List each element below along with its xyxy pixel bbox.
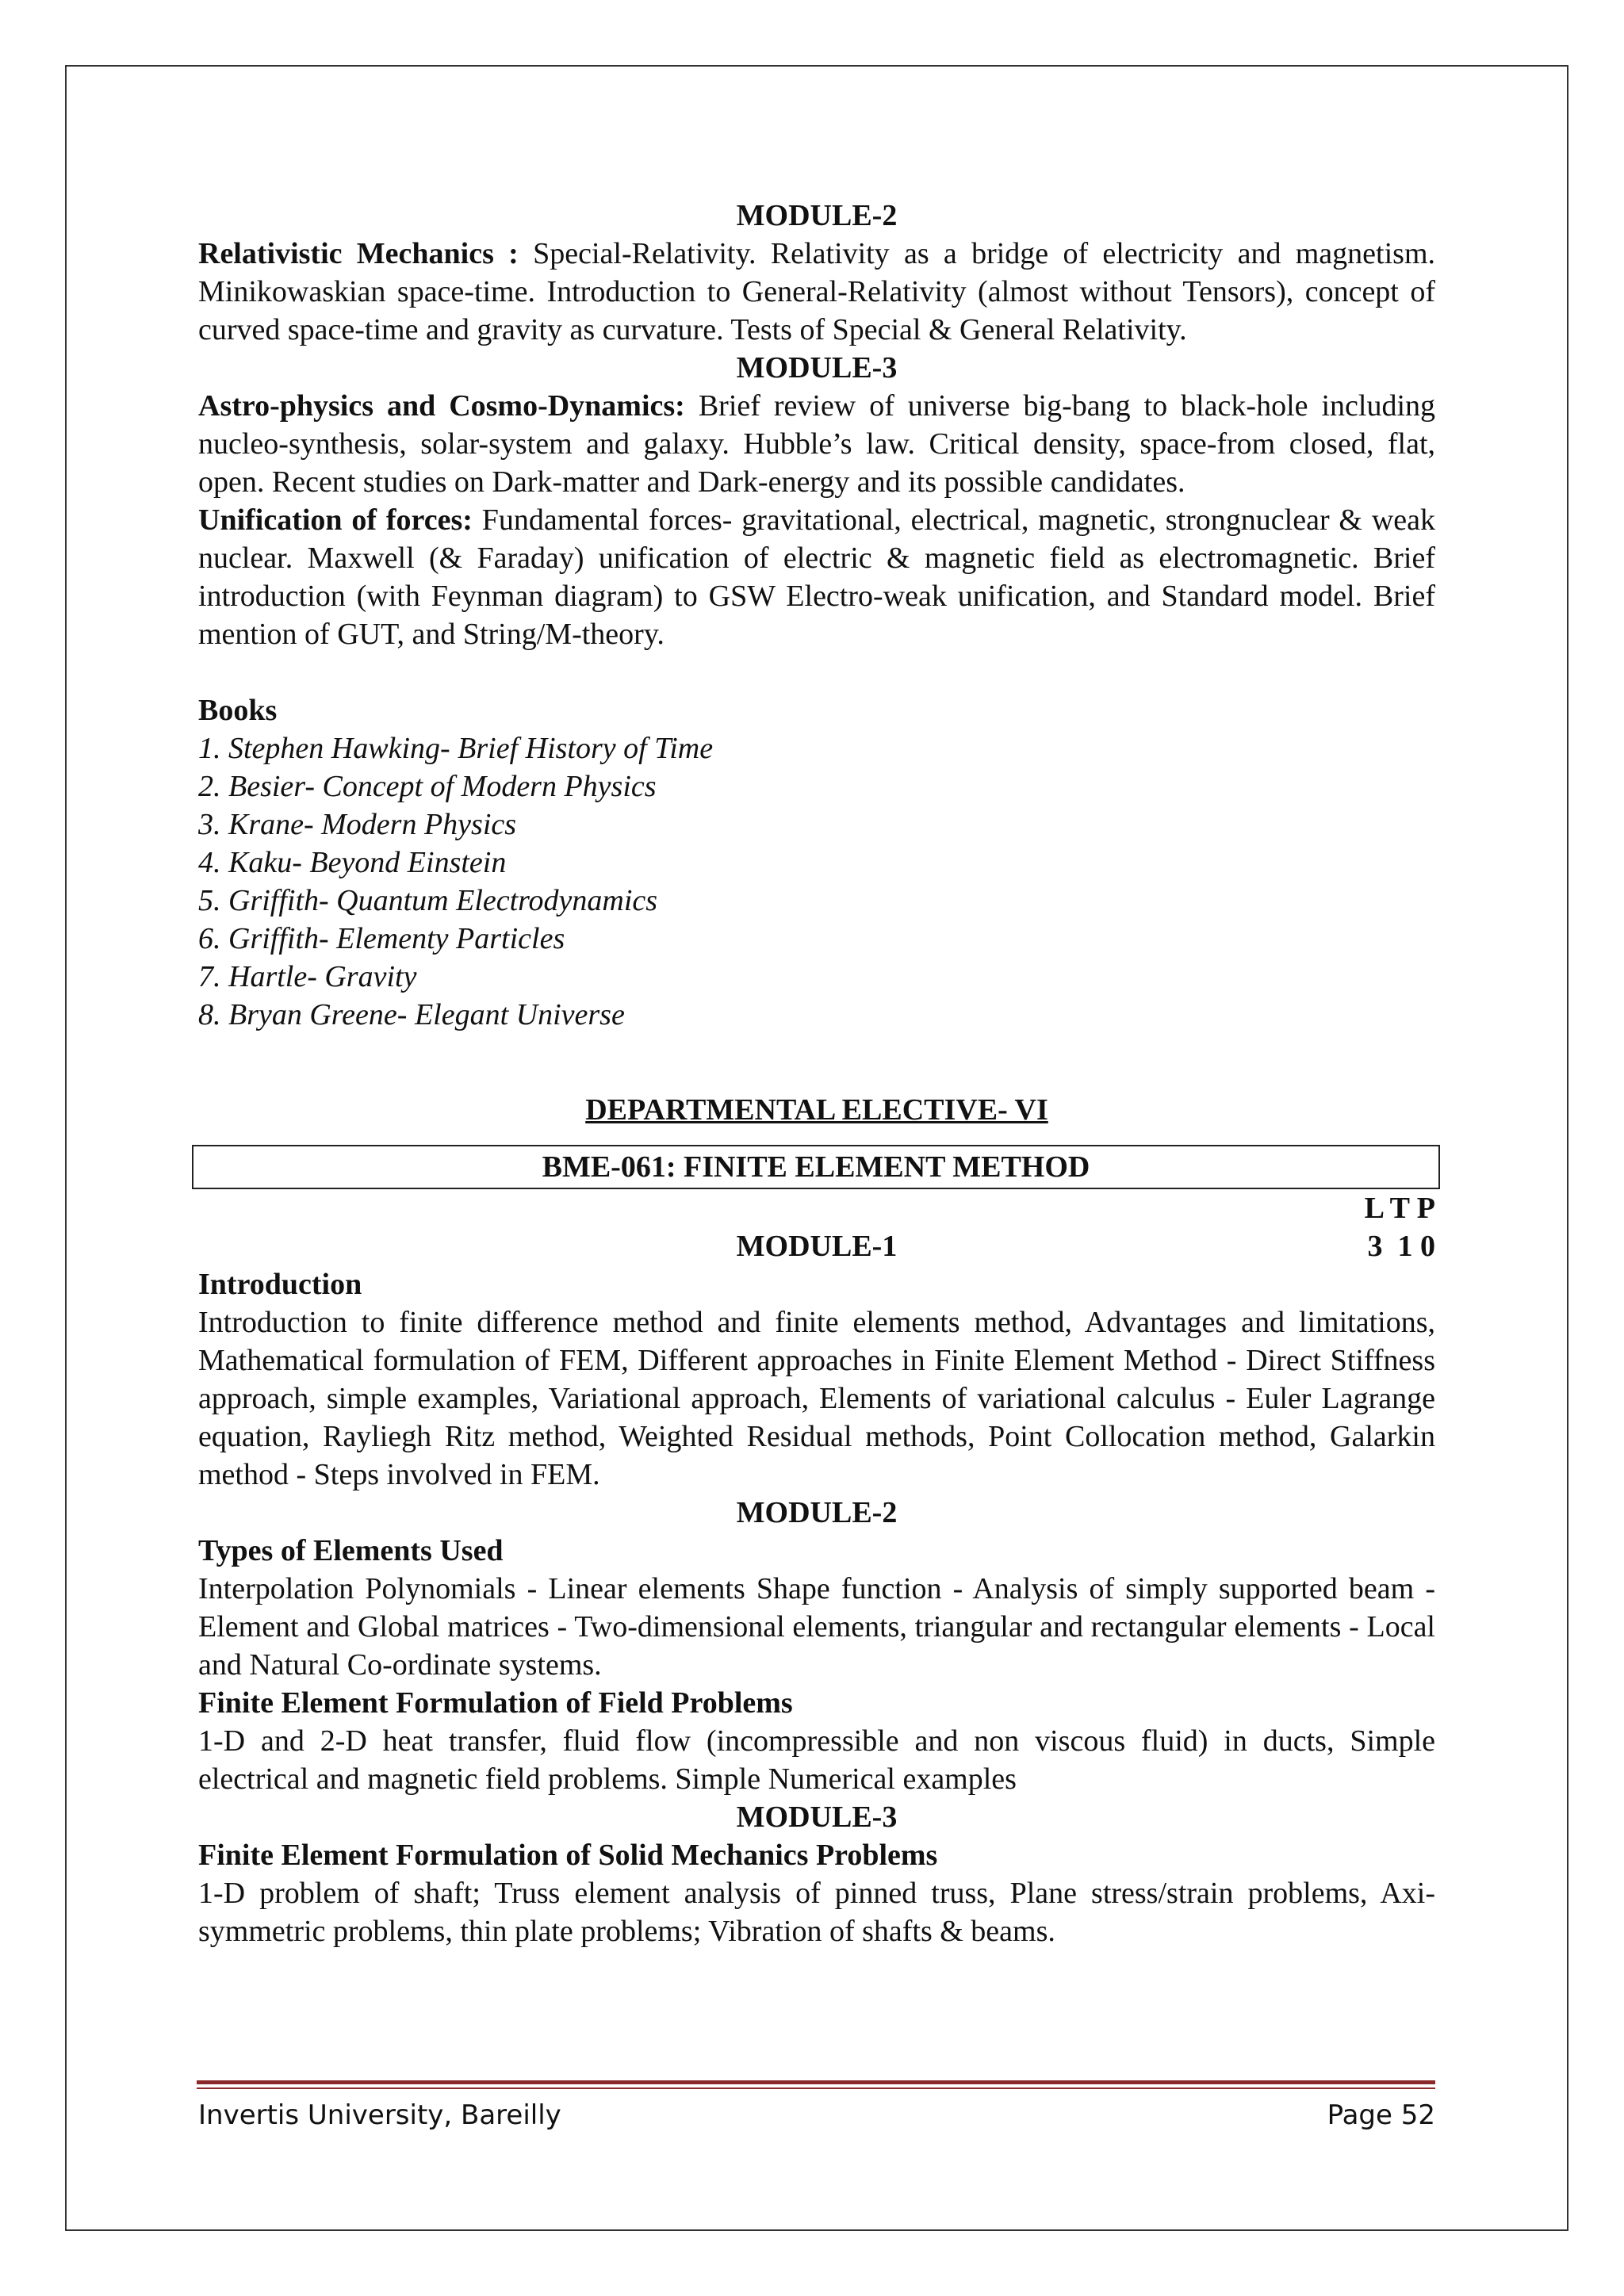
footer-university: Invertis University, Bareilly xyxy=(198,2099,561,2131)
unification-paragraph xyxy=(198,501,1435,653)
book-item: 1. Stephen Hawking- Brief History of Time xyxy=(198,732,714,765)
astro-physics-paragraph xyxy=(198,387,1435,501)
unification-text: Fundamental forces- gravitational, electrical, magnetic, strongnuclear & weak nuclear. Maxwell (& Faraday) unification of electric & magnetic field as electromagnetic. Brief introduction (with Feynman diagram) to GSW Electro-weak unification, and Standard model. Brief mention of GUT, and String/M-theory. xyxy=(198,503,1435,651)
books-list xyxy=(198,729,1435,1034)
departmental-elective-title: DEPARTMENTAL ELECTIVE- VI xyxy=(585,1093,1048,1127)
ltp-header: L T P xyxy=(1364,1192,1435,1225)
types-of-elements-text: Interpolation Polynomials - Linear elements Shape function - Analysis of simply supported beam - Element and Global matrices - Two-dimensional elements, triangular and rectangular elements - Local and Natural Co-ordinate systems. xyxy=(198,1572,1435,1682)
footer-rule-thin xyxy=(197,2087,1435,2089)
relativistic-mechanics-label: Relativistic Mechanics : xyxy=(198,237,519,270)
books-heading: Books xyxy=(198,694,278,727)
solid-mechanics-heading: Finite Element Formulation of Solid Mechanics Problems xyxy=(198,1839,938,1872)
fem-introduction-text: Introduction to finite difference method and finite elements method, Advantages and limitations, Mathematical formulation of FEM, Different approaches in Finite Element Method - Direct Stiffness approach, simple examples, Variational approach, Elements of variational calculus - Euler Lagrange equation, Rayliegh Ritz method, Weighted Residual methods, Point Collocation method, Galarkin method - Steps involved in FEM. xyxy=(198,1306,1435,1491)
relativistic-mechanics-text: Special-Relativity. Relativity as a bridge of electricity and magnetism. Minikowaskian space-time. Introduction to General-Relativity (almost without Tensors), concept of curved space-time and gravity as curvature. Tests of Special & General Relativity. xyxy=(198,237,1436,346)
astro-physics-label: Astro-physics and Cosmo-Dynamics: xyxy=(198,389,685,423)
fem-module-3-heading: MODULE-3 xyxy=(736,1800,898,1834)
book-item: 6. Griffith- Elementy Particles xyxy=(198,922,565,955)
types-of-elements-heading: Types of Elements Used xyxy=(198,1534,504,1567)
footer-rule-thick xyxy=(197,2080,1435,2084)
relativistic-mechanics-paragraph xyxy=(198,235,1435,349)
book-item: 5. Griffith- Quantum Electrodynamics xyxy=(198,884,658,917)
module-3-heading: MODULE-3 xyxy=(736,351,898,385)
unification-label: Unification of forces: xyxy=(198,503,473,537)
fem-module-1-heading: MODULE-1 xyxy=(736,1230,898,1263)
course-title-box xyxy=(192,1145,1440,1189)
book-item: 2. Besier- Concept of Modern Physics xyxy=(198,770,657,803)
book-item: 3. Krane- Modern Physics xyxy=(198,808,517,841)
fem-introduction-heading: Introduction xyxy=(198,1268,362,1301)
fem-module-2-heading: MODULE-2 xyxy=(736,1496,898,1529)
astro-physics-text: Brief review of universe big-bang to black-hole including nucleo-synthesis, solar-system and galaxy. Hubble’s law. Critical density, space-from closed, flat, open. Recent studies on Dark-matter and Dark-energy and its possible candidates. xyxy=(198,389,1436,499)
course-title: BME-061: FINITE ELEMENT METHOD xyxy=(542,1150,1090,1184)
page-content xyxy=(198,197,1435,1950)
book-item: 7. Hartle- Gravity xyxy=(198,960,417,993)
footer-page-number: Page 52 xyxy=(1327,2099,1435,2131)
ltp-values: 3 1 0 xyxy=(1367,1230,1435,1263)
field-problems-text: 1-D and 2-D heat transfer, fluid flow (incompressible and non viscous fluid) in ducts, Simple electrical and magnetic field problems. Simple Numerical examples xyxy=(198,1724,1435,1796)
book-item: 4. Kaku- Beyond Einstein xyxy=(198,846,507,879)
solid-mechanics-text: 1-D problem of shaft; Truss element analysis of pinned truss, Plane stress/strain problems, Axi-symmetric problems, thin plate problems; Vibration of shafts & beams. xyxy=(198,1877,1435,1948)
book-item: 8. Bryan Greene- Elegant Universe xyxy=(198,998,625,1031)
module-2-heading: MODULE-2 xyxy=(736,199,898,232)
field-problems-heading: Finite Element Formulation of Field Problems xyxy=(198,1686,793,1720)
page-footer xyxy=(198,2099,1435,2131)
